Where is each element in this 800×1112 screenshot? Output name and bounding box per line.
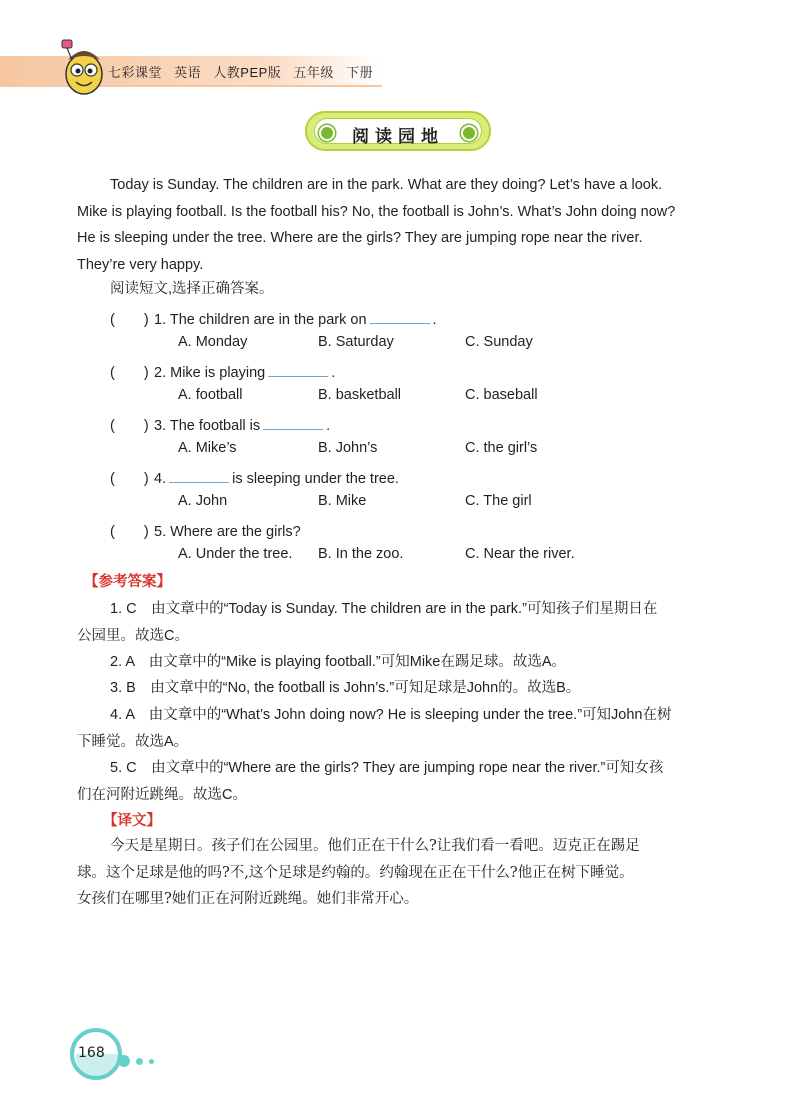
translation-line: 女孩们在哪里?她们正在河附近跳绳。她们非常开心。: [77, 891, 419, 907]
option-b: B. In the zoo.: [318, 546, 404, 562]
option-c: C. The girl: [465, 493, 532, 509]
option-b: B. John’s: [318, 440, 378, 456]
option-c: C. baseball: [465, 387, 538, 403]
answer-line: 3. B 由文章中的“No, the football is John’s.”可知足球是John的。故选B。: [110, 680, 581, 696]
passage-line: Today is Sunday. The children are in the park. What are they doing? Let’s have a look.: [110, 177, 663, 193]
answer-blank: [268, 375, 328, 377]
section-title: 阅读园地: [352, 127, 444, 146]
header-subject: 英语: [174, 65, 202, 80]
answer-parenthesis: ( ): [110, 365, 149, 381]
question-4: [110, 467, 399, 488]
answer-1: [77, 596, 723, 649]
option-c: C. Sunday: [465, 334, 533, 350]
answer-3: [77, 675, 723, 702]
question-1: [110, 308, 437, 329]
answer-line: 下睡觉。故选A。: [77, 733, 189, 750]
question-2: [110, 361, 335, 382]
header-volume: 下册: [346, 65, 374, 80]
decor-dot-icon: [149, 1059, 154, 1064]
answer-line: 4. A 由文章中的“What’s John doing now? He is sleeping under the tree.”可知John在树: [110, 707, 672, 723]
instruction: 阅读短文,选择正确答案。: [110, 281, 274, 297]
translation-line: 球。这个足球是他的吗?不,这个足球是约翰的。约翰现在正在干什么?他正在树下睡觉。: [77, 864, 634, 881]
page-number: 168: [78, 1045, 105, 1061]
question-text: 5. Where are the girls?: [154, 524, 301, 540]
header-grade: 五年级: [293, 65, 334, 80]
answers-heading: 【参考答案】: [84, 574, 171, 590]
reading-passage: [77, 172, 723, 278]
answer-5: [77, 755, 723, 808]
answer-parenthesis: ( ): [110, 471, 149, 487]
header-edition: 人教PEP版: [213, 65, 282, 80]
answer-parenthesis: ( ): [110, 312, 149, 328]
option-b: B. basketball: [318, 387, 402, 403]
translation-heading: 【译文】: [103, 813, 161, 829]
passage-line: He is sleeping under the tree. Where are the girls? They are jumping rope near the river.: [77, 230, 643, 246]
decor-dot-icon: [136, 1058, 143, 1065]
answer-line: 们在河附近跳绳。故选C。: [77, 786, 247, 803]
answer-blank: [263, 428, 323, 430]
option-c: C. the girl’s: [465, 440, 538, 456]
option-a: A. John: [178, 493, 228, 509]
answer-parenthesis: ( ): [110, 418, 149, 434]
answer-parenthesis: ( ): [110, 524, 149, 540]
answer-2: [77, 649, 723, 676]
translation-text: [77, 833, 723, 913]
header-brand: 七彩课堂: [108, 65, 163, 80]
option-a: A. Monday: [178, 334, 248, 350]
option-b: B. Saturday: [318, 334, 394, 350]
passage-line: They’re very happy.: [77, 256, 204, 273]
answer-blank: [169, 481, 229, 483]
question-text-tail: is sleeping under the tree.: [232, 471, 399, 487]
question-text: 2. Mike is playing: [154, 365, 266, 381]
question-text: 3. The football is: [154, 418, 261, 434]
question-text: 4.: [154, 471, 167, 487]
question-3: [110, 414, 330, 435]
question-text-tail: .: [331, 365, 336, 381]
question-text-tail: .: [432, 312, 437, 328]
option-c: C. Near the river.: [465, 546, 575, 562]
answer-4: [77, 702, 723, 755]
mascot-icon: [54, 36, 114, 100]
answer-line: 公园里。故选C。: [77, 627, 189, 644]
question-text: 1. The children are in the park on: [154, 312, 367, 328]
question-5: [110, 520, 301, 541]
section-title-badge: [305, 111, 491, 151]
decor-dot-icon: [118, 1055, 130, 1067]
option-a: A. Under the tree.: [178, 546, 293, 562]
question-text-tail: .: [326, 418, 331, 434]
option-b: B. Mike: [318, 493, 367, 509]
header-text: [108, 62, 381, 81]
answer-line: 5. C 由文章中的“Where are the girls? They are jumping rope near the river.”可知女孩: [110, 760, 664, 776]
passage-line: Mike is playing football. Is the football his? No, the football is John’s. What’s John doing now?: [77, 203, 676, 220]
answer-blank: [370, 322, 430, 324]
answer-line: 2. A 由文章中的“Mike is playing football.”可知Mike在踢足球。故选A。: [110, 654, 567, 670]
translation-line: 今天是星期日。孩子们在公园里。他们正在干什么?让我们看一看吧。迈克正在踢足: [110, 838, 640, 854]
answer-line: 1. C 由文章中的“Today is Sunday. The children are in the park.”可知孩子们星期日在: [110, 601, 658, 617]
option-a: A. football: [178, 387, 243, 403]
option-a: A. Mike’s: [178, 440, 237, 456]
